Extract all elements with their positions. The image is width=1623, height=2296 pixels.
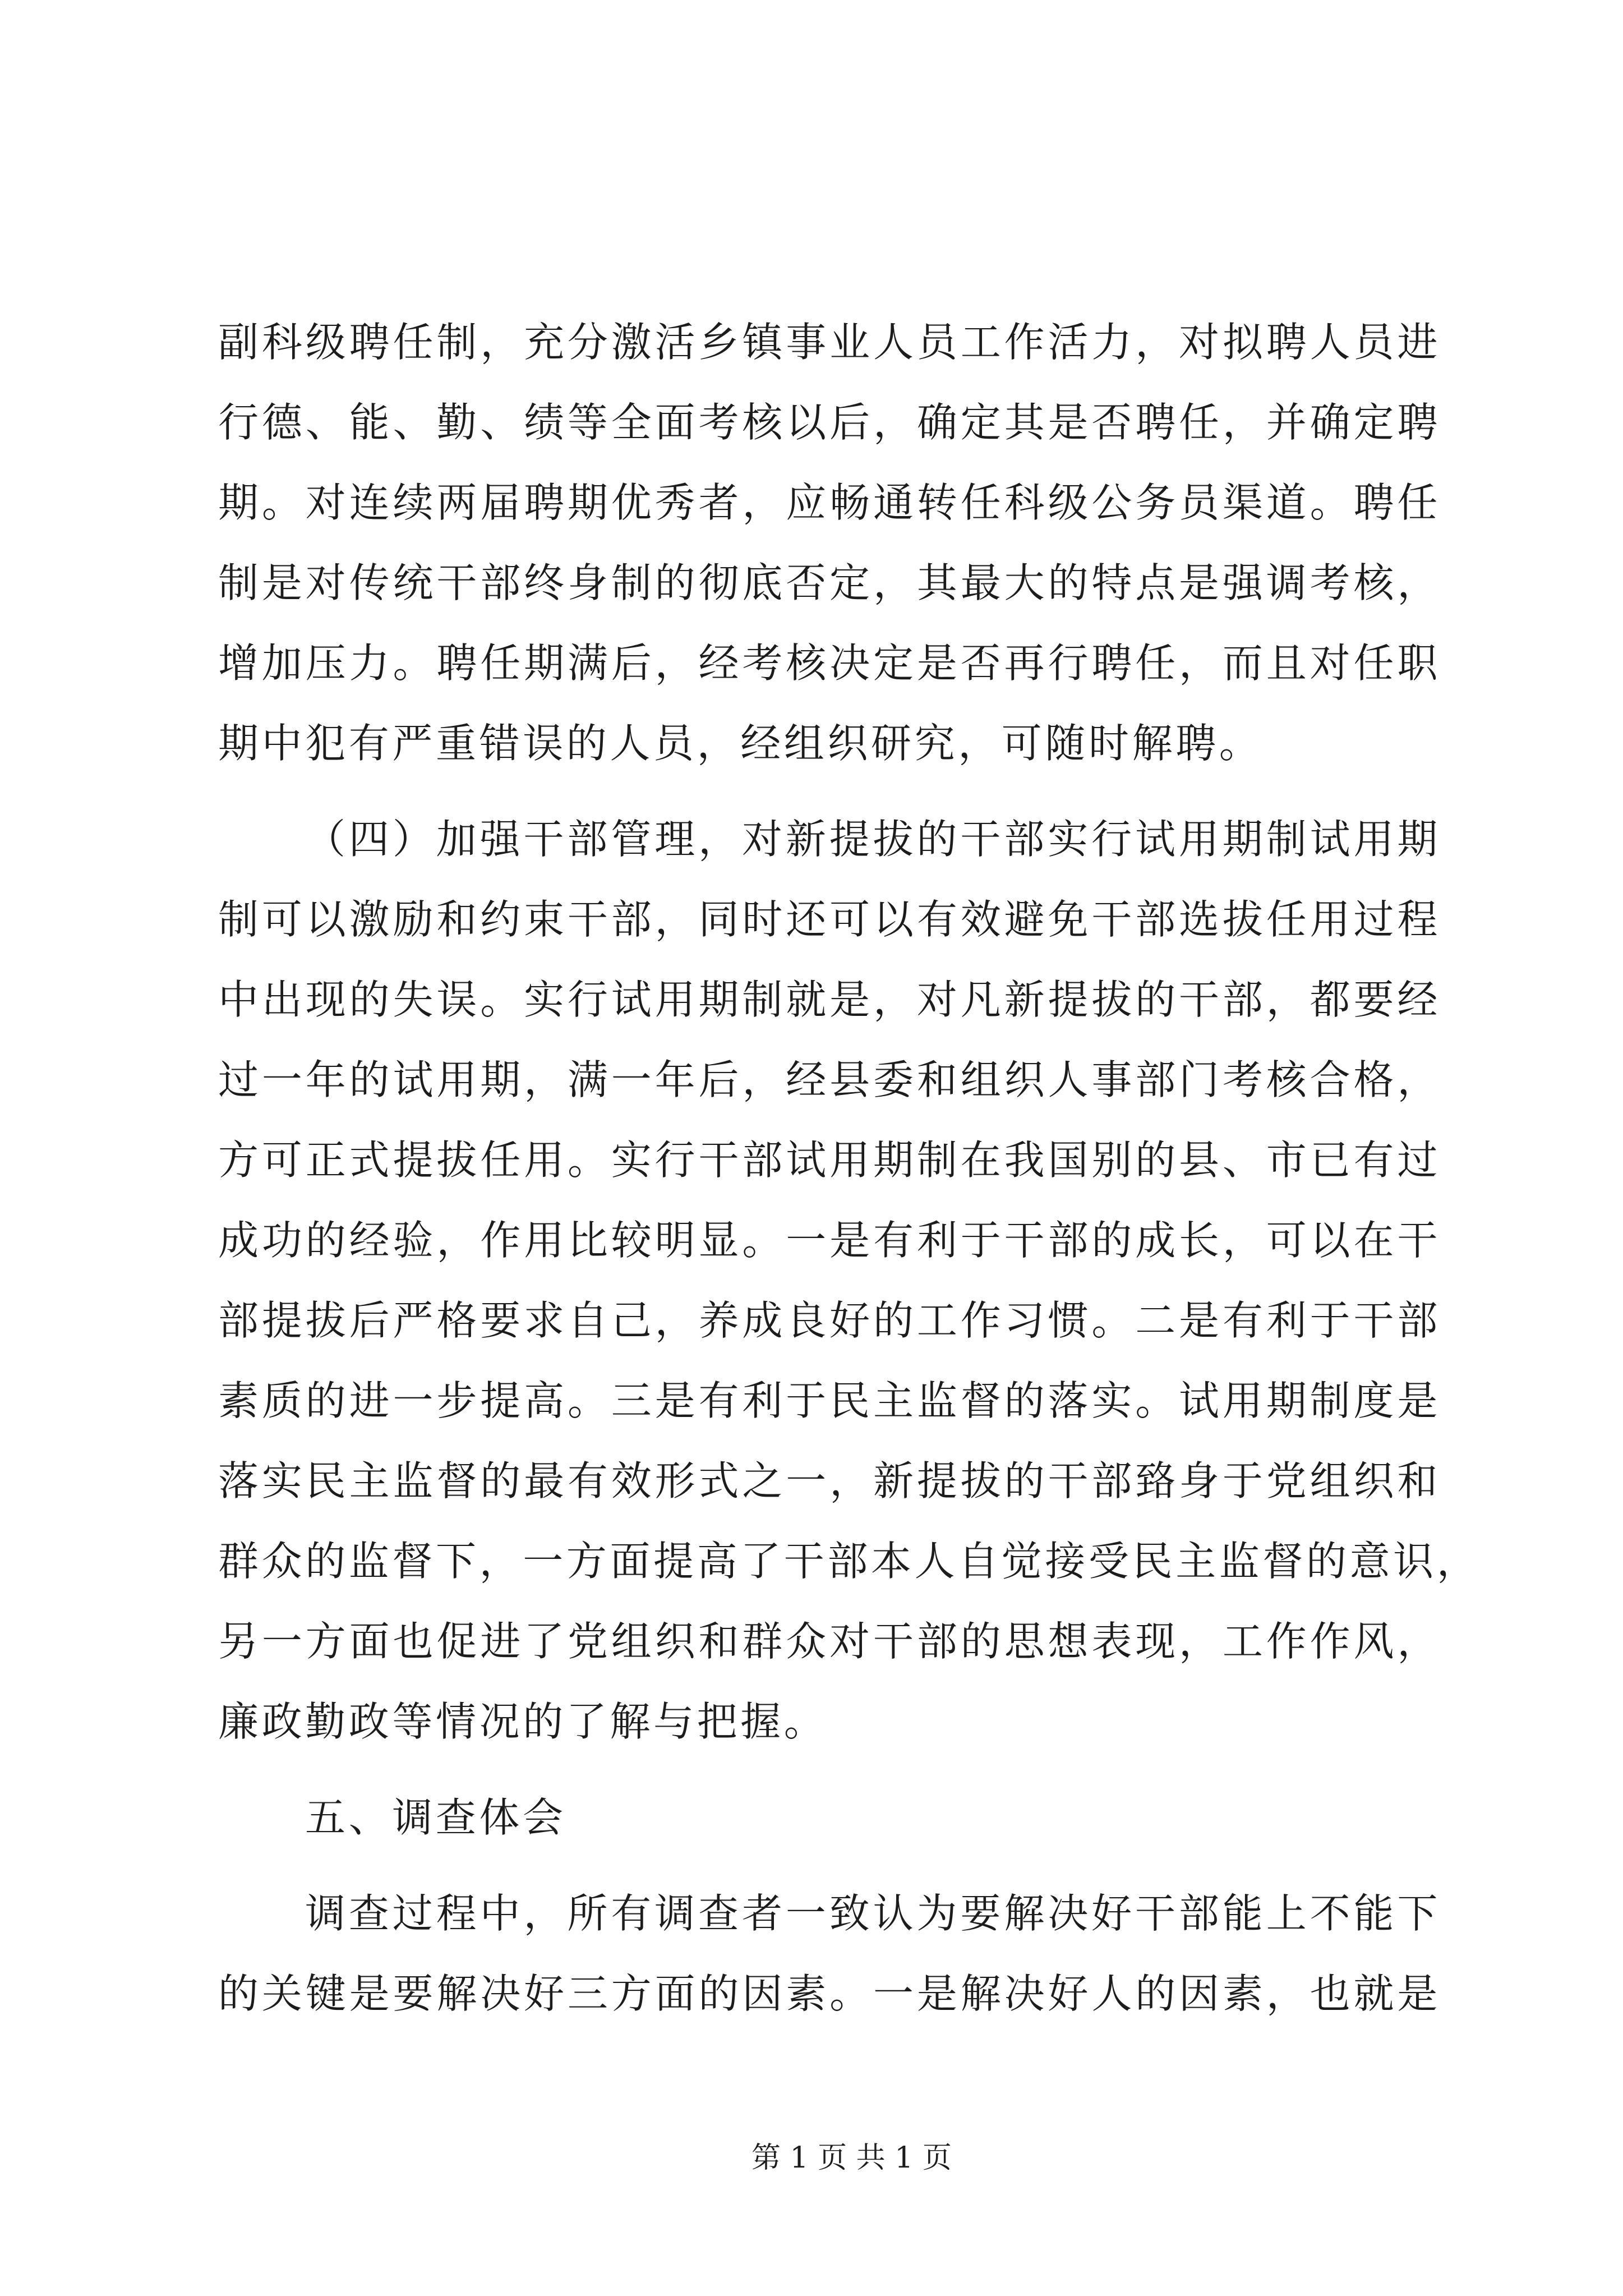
section-heading-text: 五、调查体会 [305, 1794, 566, 1841]
text-line: 另一方面也促进了党组织和群众对干部的思想表现，工作作风， [218, 1618, 1441, 1665]
text-line: 制是对传统干部终身制的彻底否定，其最大的特点是强调考核， [218, 559, 1441, 606]
text-line: 方可正式提拔任用。实行干部试用期制在我国别的县、市已有过 [218, 1137, 1441, 1184]
section-heading [218, 1778, 1441, 1858]
text-line: 成功的经验，作用比较明显。一是有利于干部的成长，可以在干 [218, 1217, 1441, 1264]
text-line: 调查过程中，所有调查者一致认为要解决好干部能上不能下 [305, 1890, 1441, 1937]
text-line: 行德、能、勤、绩等全面考核以后，确定其是否聘任，并确定聘 [218, 399, 1441, 446]
page-number-footer: 第 1 页 共 1 页 [751, 2141, 952, 2175]
text-line: 部提拔后严格要求自己，养成良好的工作习惯。二是有利于干部 [218, 1297, 1441, 1344]
text-line: 增加压力。聘任期满后，经考核决定是否再行聘任，而且对任职 [218, 639, 1441, 687]
document-body [218, 302, 1481, 2034]
text-line: 制可以激励和约束干部，同时还可以有效避免干部选拔任用过程 [218, 896, 1441, 943]
paragraph-probation-system [218, 799, 1481, 1762]
text-line: 廉政勤政等情况的了解与把握。 [218, 1698, 828, 1745]
text-line: 素质的进一步提高。三是有利于民主监督的落实。试用期制度是 [218, 1377, 1441, 1424]
text-line: 的关键是要解决好三方面的因素。一是解决好人的因素，也就是 [218, 1970, 1441, 2017]
text-line: 中出现的失误。实行试用期制就是，对凡新提拔的干部，都要经 [218, 976, 1441, 1023]
text-line: 期。对连续两届聘期优秀者，应畅通转任科级公务员渠道。聘任 [218, 479, 1441, 526]
text-line: （四）加强干部管理，对新提拔的干部实行试用期制试用期 [305, 816, 1441, 863]
text-line: 过一年的试用期，满一年后，经县委和组织人事部门考核合格， [218, 1056, 1441, 1103]
text-line: 副科级聘任制，充分激活乡镇事业人员工作活力，对拟聘人员进 [218, 319, 1441, 366]
text-line: 期中犯有严重错误的人员，经组织研究，可随时解聘。 [218, 720, 1263, 767]
text-line: 群众的监督下，一方面提高了干部本人自觉接受民主监督的意识， [218, 1538, 1481, 1585]
paragraph-survey-findings [218, 1874, 1441, 2034]
paragraph-appointment-system [218, 302, 1441, 784]
text-line: 落实民主监督的最有效形式之一，新提拔的干部臵身于党组织和 [218, 1457, 1441, 1504]
